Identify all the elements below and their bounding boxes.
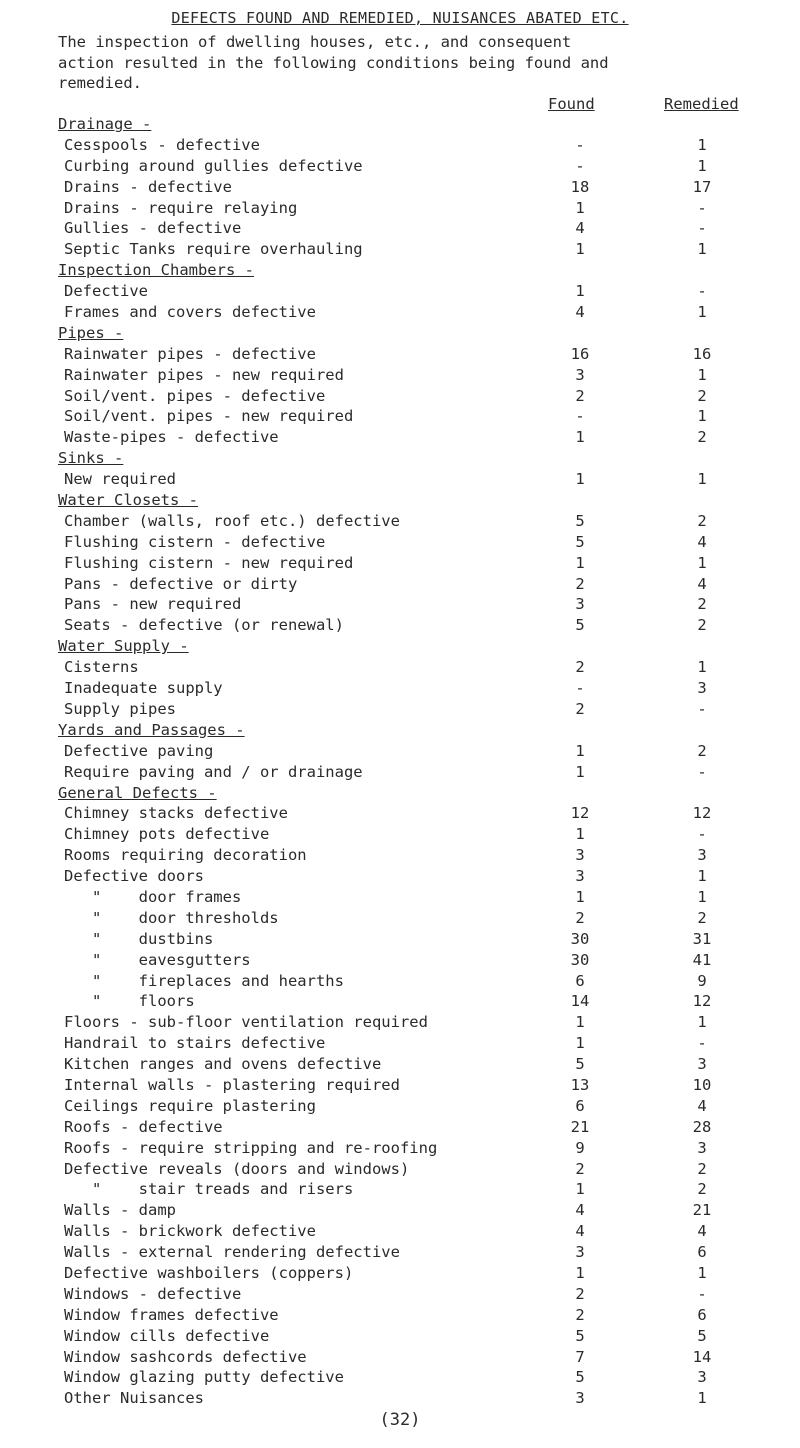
section-heading — [0, 636, 800, 657]
row-label: Window frames defective — [64, 1305, 279, 1324]
remedied-count: 9 — [697, 971, 707, 990]
row-label: Seats - defective (or renewal) — [64, 616, 344, 635]
remedied-count: 1 — [697, 156, 707, 175]
section-heading — [0, 114, 800, 135]
row-label: Flushing cistern - new required — [64, 553, 354, 572]
table-row — [0, 615, 800, 636]
found-count: 4 — [575, 303, 585, 322]
table-row — [0, 887, 800, 908]
found-count: 30 — [570, 950, 590, 969]
remedied-count: 3 — [697, 846, 707, 865]
remedied-count: 1 — [697, 470, 707, 489]
table-row — [0, 824, 800, 845]
remedied-count: 5 — [697, 1326, 707, 1345]
found-count: 6 — [575, 971, 585, 990]
remedied-count: 17 — [692, 177, 712, 196]
table-row — [0, 950, 800, 971]
row-label: " dustbins — [64, 929, 214, 948]
row-label: New required — [64, 470, 176, 489]
found-count: 2 — [575, 658, 585, 677]
row-label: Waste-pipes - defective — [64, 428, 279, 447]
section-heading-label: Pipes - — [58, 323, 124, 342]
table-row — [0, 281, 800, 302]
found-count: - — [575, 156, 585, 175]
row-label: Internal walls - plastering required — [64, 1075, 400, 1094]
found-count: 14 — [570, 992, 590, 1011]
table-row — [0, 678, 800, 699]
found-count: 18 — [570, 177, 590, 196]
row-label: Require paving and / or drainage — [64, 762, 363, 781]
remedied-count: 2 — [697, 511, 707, 530]
row-label: Walls - damp — [64, 1201, 176, 1220]
row-label: Pans - defective or dirty — [64, 574, 298, 593]
row-label: Septic Tanks require overhauling — [64, 240, 363, 259]
remedied-count: 12 — [692, 804, 712, 823]
table-row — [0, 1012, 800, 1033]
table-row — [0, 469, 800, 490]
row-label: Chimney pots defective — [64, 825, 270, 844]
section-heading — [0, 323, 800, 344]
table-row — [0, 344, 800, 365]
row-label: Ceilings require plastering — [64, 1096, 316, 1115]
row-label: Floors - sub-floor ventilation required — [64, 1013, 428, 1032]
row-label: Walls - brickwork defective — [64, 1222, 316, 1241]
remedied-count: 3 — [697, 1055, 707, 1074]
table-row — [0, 553, 800, 574]
found-count: 13 — [570, 1075, 590, 1094]
found-count: 1 — [575, 282, 585, 301]
remedied-count: 1 — [697, 1013, 707, 1032]
row-label: Windows - defective — [64, 1284, 242, 1303]
table-row — [0, 135, 800, 156]
table-row — [0, 594, 800, 615]
found-count: 9 — [575, 1138, 585, 1157]
table-row — [0, 1221, 800, 1242]
remedied-count: 6 — [697, 1305, 707, 1324]
row-label: Roofs - defective — [64, 1117, 223, 1136]
found-count: 7 — [575, 1347, 585, 1366]
found-count: 1 — [575, 470, 585, 489]
table-row — [0, 845, 800, 866]
row-label: Pans - new required — [64, 595, 242, 614]
row-label: " stair treads and risers — [64, 1180, 354, 1199]
remedied-count: 1 — [697, 407, 707, 426]
row-label: Inadequate supply — [64, 679, 223, 698]
table-row — [0, 386, 800, 407]
found-count: 6 — [575, 1096, 585, 1115]
row-label: Defective paving — [64, 741, 214, 760]
table-row — [0, 1367, 800, 1388]
remedied-count: 2 — [697, 428, 707, 447]
found-count: - — [575, 679, 585, 698]
table-row — [0, 1263, 800, 1284]
remedied-count: 1 — [697, 1263, 707, 1282]
remedied-count: 1 — [697, 553, 707, 572]
row-label: Defective washboilers (coppers) — [64, 1263, 354, 1282]
column-header-remedied: Remedied — [664, 95, 739, 113]
table-row — [0, 1054, 800, 1075]
row-label: Drains - defective — [64, 177, 232, 196]
found-count: 5 — [575, 532, 585, 551]
section-heading-label: Water Closets - — [58, 491, 198, 510]
table-row — [0, 1179, 800, 1200]
section-heading — [0, 260, 800, 281]
section-heading — [0, 783, 800, 804]
table-row — [0, 574, 800, 595]
row-label: Defective doors — [64, 867, 204, 886]
remedied-count: 4 — [697, 1096, 707, 1115]
row-label: Handrail to stairs defective — [64, 1034, 326, 1053]
row-label: Chamber (walls, roof etc.) defective — [64, 511, 400, 530]
row-label: Defective reveals (doors and windows) — [64, 1159, 410, 1178]
remedied-count: 12 — [692, 992, 712, 1011]
table-row — [0, 1388, 800, 1409]
table-row — [0, 365, 800, 386]
table-row — [0, 929, 800, 950]
remedied-count: 1 — [697, 887, 707, 906]
found-count: 3 — [575, 846, 585, 865]
remedied-count: 2 — [697, 1180, 707, 1199]
table-row — [0, 1159, 800, 1180]
table-row — [0, 762, 800, 783]
table-row — [0, 657, 800, 678]
table-row — [0, 1096, 800, 1117]
row-label: Gullies - defective — [64, 219, 242, 238]
found-count: 3 — [575, 867, 585, 886]
found-count: 1 — [575, 1263, 585, 1282]
row-label: " door frames — [64, 887, 242, 906]
remedied-count: - — [697, 1284, 707, 1303]
table-row — [0, 1200, 800, 1221]
found-count: 2 — [575, 1284, 585, 1303]
defects-table — [0, 114, 800, 1409]
row-label: Soil/vent. pipes - defective — [64, 386, 326, 405]
table-row — [0, 239, 800, 260]
found-count: 2 — [575, 908, 585, 927]
remedied-count: 16 — [692, 344, 712, 363]
remedied-count: - — [697, 282, 707, 301]
found-count: 21 — [570, 1117, 590, 1136]
found-count: 2 — [575, 699, 585, 718]
found-count: 3 — [575, 1243, 585, 1262]
found-count: 5 — [575, 1326, 585, 1345]
remedied-count: 2 — [697, 908, 707, 927]
found-count: 1 — [575, 553, 585, 572]
page-title: DEFECTS FOUND AND REMEDIED, NUISANCES ABATED ETC. — [171, 9, 629, 27]
table-row — [0, 218, 800, 239]
row-label: " door thresholds — [64, 908, 279, 927]
remedied-count: - — [697, 1034, 707, 1053]
table-row — [0, 198, 800, 219]
row-label: " fireplaces and hearths — [64, 971, 344, 990]
remedied-count: 10 — [692, 1075, 712, 1094]
remedied-count: 21 — [692, 1201, 712, 1220]
row-label: Rainwater pipes - new required — [64, 365, 344, 384]
found-count: 1 — [575, 741, 585, 760]
remedied-count: 2 — [697, 595, 707, 614]
found-count: 1 — [575, 240, 585, 259]
section-heading-label: Yards and Passages - — [58, 720, 245, 739]
table-row — [0, 741, 800, 762]
table-row — [0, 532, 800, 553]
row-label: Chimney stacks defective — [64, 804, 288, 823]
found-count: 3 — [575, 1389, 585, 1408]
remedied-count: 3 — [697, 679, 707, 698]
remedied-count: - — [697, 699, 707, 718]
table-row — [0, 1284, 800, 1305]
found-count: - — [575, 135, 585, 154]
table-row — [0, 177, 800, 198]
page-number: (32) — [379, 1410, 421, 1430]
row-label: " eavesgutters — [64, 950, 251, 969]
table-row — [0, 1305, 800, 1326]
remedied-count: - — [697, 762, 707, 781]
remedied-count: 1 — [697, 365, 707, 384]
row-label: Defective — [64, 282, 148, 301]
found-count: 2 — [575, 574, 585, 593]
table-row — [0, 1242, 800, 1263]
found-count: 5 — [575, 1055, 585, 1074]
row-label: Flushing cistern - defective — [64, 532, 326, 551]
remedied-count: - — [697, 198, 707, 217]
remedied-count: 4 — [697, 532, 707, 551]
remedied-count: 1 — [697, 240, 707, 259]
row-label: Window sashcords defective — [64, 1347, 307, 1366]
found-count: 2 — [575, 1159, 585, 1178]
row-label: Drains - require relaying — [64, 198, 298, 217]
row-label: Kitchen ranges and ovens defective — [64, 1055, 382, 1074]
found-count: 16 — [570, 344, 590, 363]
found-count: 4 — [575, 219, 585, 238]
row-label: Roofs - require stripping and re-roofing — [64, 1138, 438, 1157]
row-label: Rooms requiring decoration — [64, 846, 307, 865]
remedied-count: 6 — [697, 1243, 707, 1262]
row-label: Soil/vent. pipes - new required — [64, 407, 354, 426]
section-heading-label: General Defects - — [58, 783, 217, 802]
remedied-count: 4 — [697, 574, 707, 593]
table-row — [0, 427, 800, 448]
found-count: 3 — [575, 365, 585, 384]
row-label: Walls - external rendering defective — [64, 1243, 400, 1262]
found-count: 5 — [575, 1368, 585, 1387]
table-row — [0, 1326, 800, 1347]
found-count: 1 — [575, 198, 585, 217]
found-count: 1 — [575, 762, 585, 781]
remedied-count: 2 — [697, 386, 707, 405]
table-row — [0, 511, 800, 532]
found-count: 2 — [575, 1305, 585, 1324]
row-label: Window cills defective — [64, 1326, 270, 1345]
remedied-count: 31 — [692, 929, 712, 948]
remedied-count: 1 — [697, 135, 707, 154]
table-row — [0, 699, 800, 720]
row-label: Window glazing putty defective — [64, 1368, 344, 1387]
section-heading-label: Water Supply - — [58, 637, 189, 656]
remedied-count: 1 — [697, 303, 707, 322]
remedied-count: 3 — [697, 1138, 707, 1157]
found-count: 1 — [575, 1013, 585, 1032]
remedied-count: 1 — [697, 1389, 707, 1408]
table-row — [0, 406, 800, 427]
column-header-found: Found — [548, 95, 595, 113]
remedied-count: 41 — [692, 950, 712, 969]
found-count: 5 — [575, 616, 585, 635]
remedied-count: - — [697, 219, 707, 238]
table-row — [0, 1138, 800, 1159]
remedied-count: 3 — [697, 1368, 707, 1387]
table-row — [0, 1033, 800, 1054]
remedied-count: 14 — [692, 1347, 712, 1366]
remedied-count: 2 — [697, 741, 707, 760]
section-heading — [0, 720, 800, 741]
table-row — [0, 908, 800, 929]
section-heading-label: Sinks - — [58, 449, 124, 468]
row-label: Frames and covers defective — [64, 303, 316, 322]
found-count: 1 — [575, 825, 585, 844]
table-row — [0, 1117, 800, 1138]
found-count: 5 — [575, 511, 585, 530]
row-label: Other Nuisances — [64, 1389, 204, 1408]
found-count: 2 — [575, 386, 585, 405]
section-heading — [0, 490, 800, 511]
found-count: 4 — [575, 1201, 585, 1220]
row-label: Supply pipes — [64, 699, 176, 718]
found-count: 1 — [575, 1034, 585, 1053]
table-row — [0, 866, 800, 887]
table-row — [0, 1347, 800, 1368]
row-label: " floors — [64, 992, 195, 1011]
table-row — [0, 156, 800, 177]
remedied-count: 2 — [697, 1159, 707, 1178]
remedied-count: - — [697, 825, 707, 844]
row-label: Cisterns — [64, 658, 139, 677]
table-row — [0, 803, 800, 824]
found-count: 1 — [575, 428, 585, 447]
row-label: Rainwater pipes - defective — [64, 344, 316, 363]
row-label: Curbing around gullies defective — [64, 156, 363, 175]
table-row — [0, 971, 800, 992]
remedied-count: 4 — [697, 1222, 707, 1241]
table-row — [0, 1075, 800, 1096]
table-row — [0, 302, 800, 323]
section-heading-label: Drainage - — [58, 115, 152, 133]
found-count: 30 — [570, 929, 590, 948]
remedied-count: 28 — [692, 1117, 712, 1136]
table-row — [0, 991, 800, 1012]
row-label: Cesspools - defective — [64, 135, 260, 154]
remedied-count: 2 — [697, 616, 707, 635]
intro-paragraph: The inspection of dwelling houses, etc., and consequent action resulted in the following conditions being found and remedied. — [58, 33, 609, 93]
remedied-count: 1 — [697, 658, 707, 677]
section-heading — [0, 448, 800, 469]
remedied-count: 1 — [697, 867, 707, 886]
found-count: - — [575, 407, 585, 426]
found-count: 1 — [575, 887, 585, 906]
found-count: 3 — [575, 595, 585, 614]
found-count: 4 — [575, 1222, 585, 1241]
found-count: 12 — [570, 804, 590, 823]
found-count: 1 — [575, 1180, 585, 1199]
section-heading-label: Inspection Chambers - — [58, 261, 254, 280]
